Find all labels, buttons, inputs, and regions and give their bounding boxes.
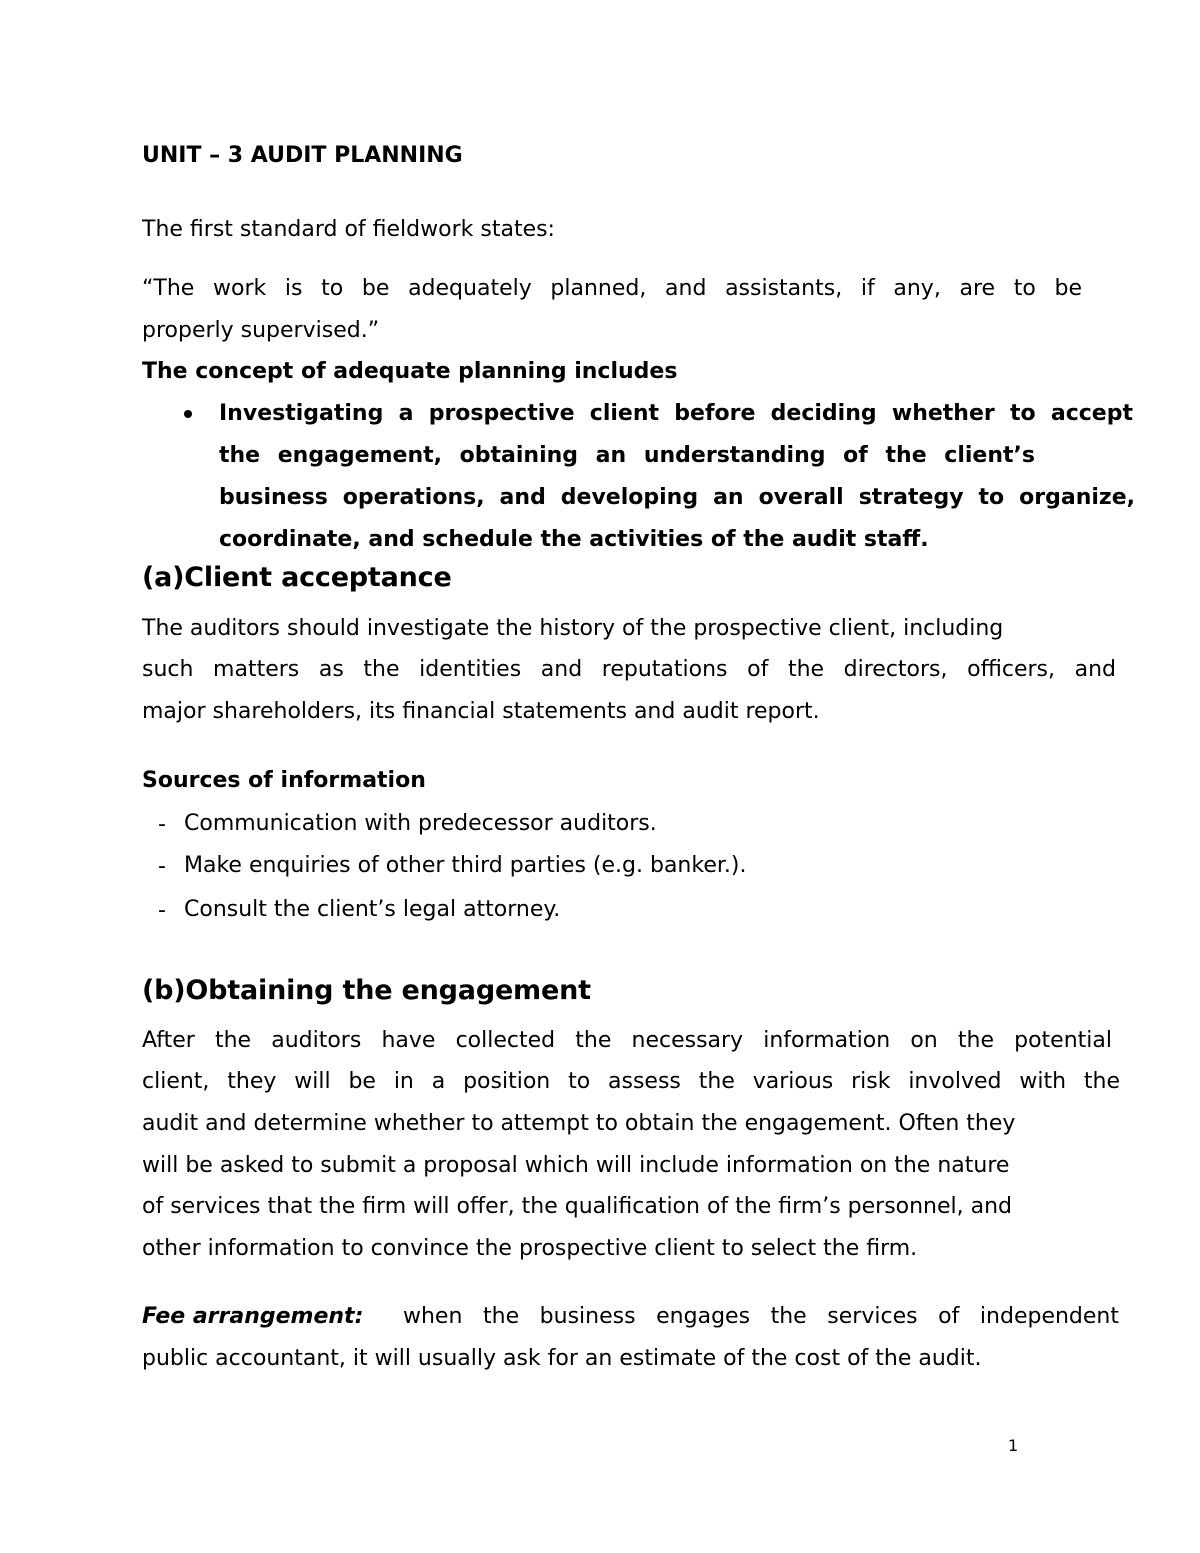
dash-marker: - <box>158 854 166 879</box>
fee-line-1: when the business engages the services of independent <box>403 1304 1119 1329</box>
section-a-line-2: such matters as the identities and reputations of the directors, officers, and <box>142 657 1116 682</box>
sources-heading: Sources of information <box>142 768 426 793</box>
source-item: Consult the client’s legal attorney. <box>184 897 561 922</box>
bullet-line-1: Investigating a prospective client before deciding whether to accept <box>219 401 1133 426</box>
source-item: Communication with predecessor auditors. <box>184 811 657 836</box>
bullet-line-2: the engagement, obtaining an understanding of the client’s <box>219 443 1035 468</box>
section-b-line-1: After the auditors have collected the necessary information on the potential <box>142 1028 1112 1053</box>
concept-heading: The concept of adequate planning includes <box>142 359 678 384</box>
source-item: Make enquiries of other third parties (e.g. banker.). <box>184 853 747 878</box>
fee-label: Fee arrangement: <box>142 1304 364 1329</box>
quote-line-1: “The work is to be adequately planned, and assistants, if any, are to be <box>142 276 1082 301</box>
quote-line-2: properly supervised.” <box>142 318 380 343</box>
section-a-heading: (a)Client acceptance <box>142 562 452 593</box>
bullet-line-3: business operations, and developing an overall strategy to organize, <box>219 485 1135 510</box>
section-a-line-1: The auditors should investigate the history of the prospective client, including <box>142 616 1004 641</box>
page-title: UNIT – 3 AUDIT PLANNING <box>142 143 463 168</box>
page-number: 1 <box>1008 1436 1019 1455</box>
section-b-line-5: of services that the firm will offer, the qualification of the firm’s personnel, and <box>142 1194 1013 1219</box>
intro-text: The first standard of fieldwork states: <box>142 217 555 242</box>
bullet-line-4: coordinate, and schedule the activities of the audit staff. <box>219 527 929 552</box>
bullet-icon <box>184 410 192 418</box>
dash-marker: - <box>158 812 166 837</box>
fee-line-2: public accountant, it will usually ask for an estimate of the cost of the audit. <box>142 1346 982 1371</box>
section-b-heading: (b)Obtaining the engagement <box>142 975 591 1006</box>
section-b-line-3: audit and determine whether to attempt to obtain the engagement. Often they <box>142 1111 1016 1136</box>
section-b-line-4: will be asked to submit a proposal which will include information on the nature <box>142 1153 1010 1178</box>
section-b-line-6: other information to convince the prospective client to select the firm. <box>142 1236 918 1261</box>
section-a-line-3: major shareholders, its financial statements and audit report. <box>142 699 820 724</box>
dash-marker: - <box>158 898 166 923</box>
section-b-line-2: client, they will be in a position to assess the various risk involved with the <box>142 1069 1120 1094</box>
